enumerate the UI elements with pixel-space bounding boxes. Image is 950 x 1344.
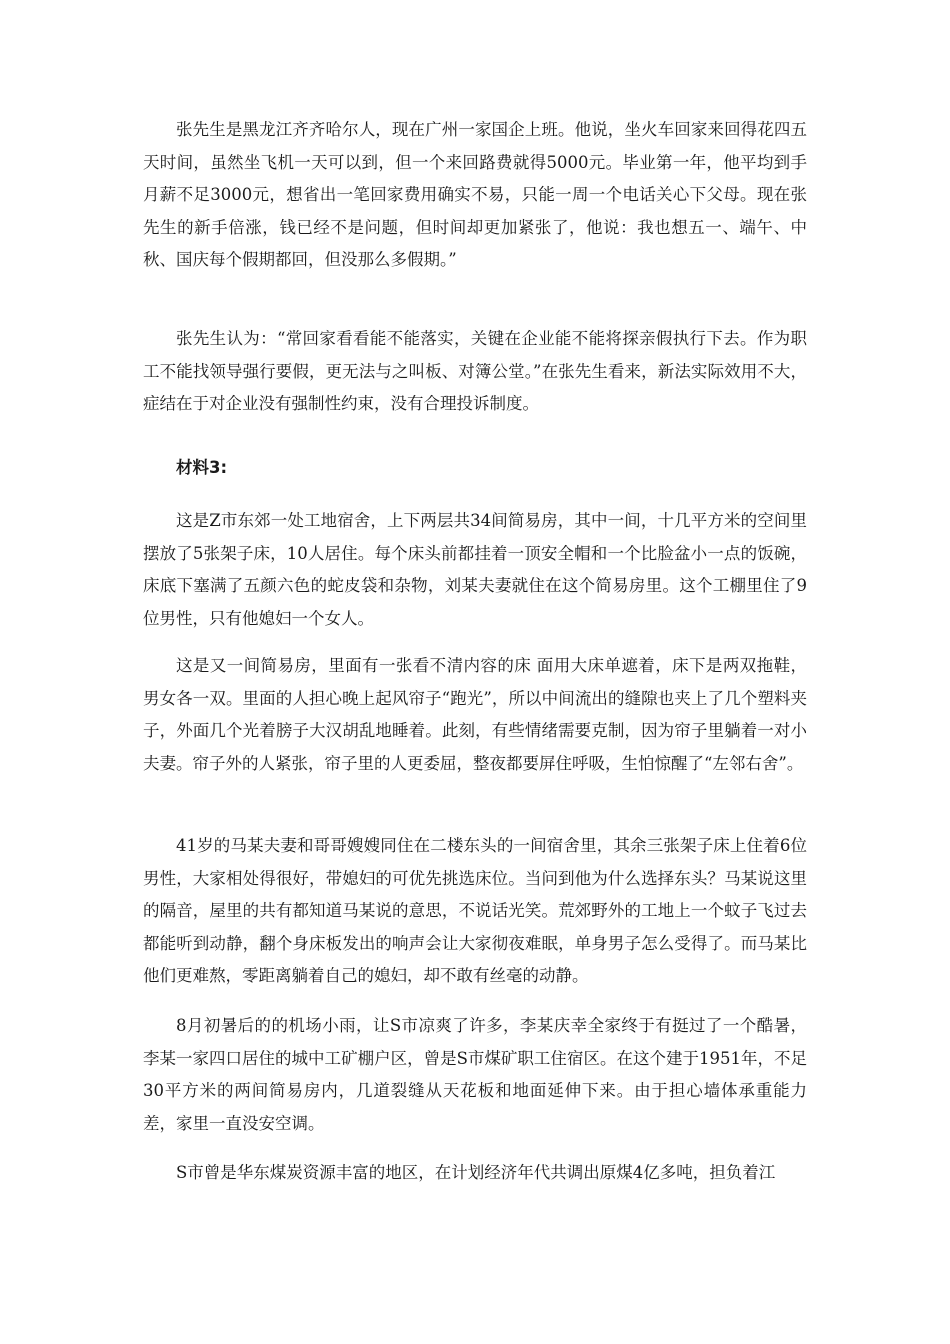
paragraph-worksite-dormitory: 这是Z市东郊一处工地宿舍，上下两层共34间简易房，其中一间，十几平方米的空间里摆放了5张架子床，10人居住。每个床头前都挂着一顶安全帽和一个比脸盆小一点的饭碗，床底下塞满了五颜六色的蛇皮袋和杂物，刘某夫妻就住在这个简易房里。这个工棚里住了9位男性，只有他媳妇一个女人。	[143, 511, 807, 628]
paragraph-curtained-room: 这是又一间简易房，里面有一张看不清内容的床 面用大床单遮着，床下是两双拖鞋，男女各一双。里面的人担心晚上起风帘子“跑光”，所以中间流出的缝隙也夹上了几个塑料夹子，外面几个光着膀子大汉胡乱地睡着。此刻，有些情绪需要克制，因为帘子里躺着一对小夫妻。帘子外的人紧张，帘子里的人更委屈，整夜都要屏住呼吸，生怕惊醒了“左邻右舍”。	[143, 656, 807, 773]
paragraph-ma-couple: 41岁的马某夫妻和哥哥嫂嫂同住在二楼东头的一间宿舍里，其余三张架子床上住着6位男性，大家相处得很好，带媳妇的可优先挑选床位。当问到他为什么选择东头？马某说这里的隔音，屋里的共有都知道马某说的意思，不说话光笑。荒郊野外的工地上一个蚊子飞过去都能听到动静，翻个身床板发出的响声会让大家彻夜难眠，单身男子怎么受得了。而马某比他们更难熬，零距离躺着自己的媳妇，却不敢有丝毫的动静。	[143, 836, 807, 986]
paragraph-mr-zhang-travel: 张先生是黑龙江齐齐哈尔人，现在广州一家国企上班。他说，坐火车回家来回得花四五天时间，虽然坐飞机一天可以到，但一个来回路费就得5000元。毕业第一年，他平均到手月薪不足3000元，想省出一笔回家费用确实不易，只能一周一个电话关心下父母。现在张先生的新手倍涨，钱已经不是问题，但时间却更加紧张了，他说：我也想五一、端午、中秋、国庆每个假期都回，但没那么多假期。”	[143, 120, 807, 270]
section-heading-material-3: 材料3:	[176, 458, 228, 477]
paragraph-s-city-coal: S市曾是华东煤炭资源丰富的地区，在计划经济年代共调出原煤4亿多吨，担负着江	[176, 1163, 776, 1182]
paragraph-li-family: 8月初暑后的的机场小雨，让S市凉爽了许多，李某庆幸全家终于有挺过了一个酷暑，李某一家四口居住的城中工矿棚户区，曾是S市煤矿职工住宿区。在这个建于1951年，不足30平方米的两间简易房内，几道裂缝从天花板和地面延伸下来。由于担心墙体承重能力差，家里一直没安空调。	[143, 1016, 807, 1133]
paragraph-mr-zhang-opinion: 张先生认为：“常回家看看能不能落实，关键在企业能不能将探亲假执行下去。作为职工不能找领导强行要假，更无法与之叫板、对簿公堂。”在张先生看来，新法实际效用不大，症结在于对企业没有强制性约束，没有合理投诉制度。	[143, 329, 807, 414]
